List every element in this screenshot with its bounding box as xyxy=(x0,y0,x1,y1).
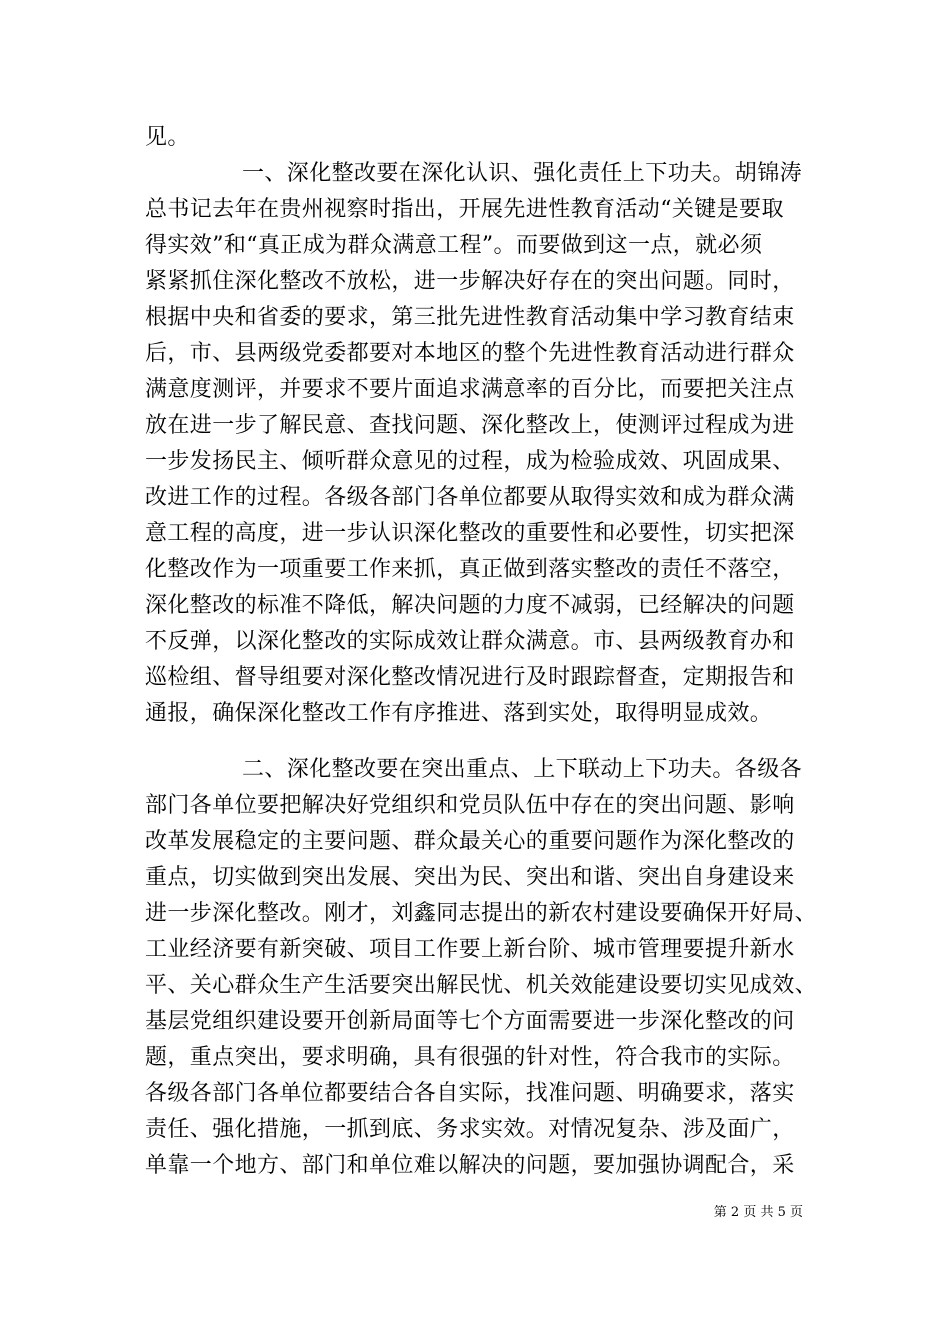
text-line-20: 改革发展稳定的主要问题、群众最关心的重要问题作为深化整改的 xyxy=(145,829,795,854)
text-line-13: 化整改作为一项重要工作来抓，真正做到落实整改的责任不落空， xyxy=(145,557,795,582)
text-line-27: 各级各部门各单位都要结合各自实际，找准问题、明确要求，落实 xyxy=(145,1081,795,1106)
text-line-2: 一、深化整改要在深化认识、强化责任上下功夫。胡锦涛 xyxy=(242,161,803,186)
text-line-6: 根据中央和省委的要求，第三批先进性教育活动集中学习教育结束 xyxy=(145,305,795,330)
text-line-29: 单靠一个地方、部门和单位难以解决的问题，要加强协调配合，采 xyxy=(145,1153,795,1178)
text-line-8: 满意度测评，并要求不要片面追求满意率的百分比，而要把关注点 xyxy=(145,377,795,402)
text-line-10: 一步发扬民主、倾听群众意见的过程，成为检验成效、巩固成果、 xyxy=(145,449,795,474)
text-line-19: 部门各单位要把解决好党组织和党员队伍中存在的突出问题、影响 xyxy=(145,793,795,818)
text-line-23: 工业经济要有新突破、项目工作要上新台阶、城市管理要提升新水 xyxy=(145,937,795,962)
text-line-12: 意工程的高度，进一步认识深化整改的重要性和必要性，切实把深 xyxy=(145,521,795,546)
text-line-24: 平、关心群众生产生活要突出解民忧、机关效能建设要切实见成效、 xyxy=(145,973,818,998)
text-line-11: 改进工作的过程。各级各部门各单位都要从取得实效和成为群众满 xyxy=(145,485,795,510)
text-line-4: 得实效”和“真正成为群众满意工程”。而要做到这一点，就必须 xyxy=(145,233,763,258)
text-line-21: 重点，切实做到突出发展、突出为民、突出和谐、突出自身建设来 xyxy=(145,865,795,890)
text-line-5: 紧紧抓住深化整改不放松，进一步解决好存在的突出问题。同时， xyxy=(145,269,795,294)
text-line-16: 巡检组、督导组要对深化整改情况进行及时跟踪督查，定期报告和 xyxy=(145,665,795,690)
text-line-3: 总书记去年在贵州视察时指出，开展先进性教育活动“关键是要取 xyxy=(145,197,784,222)
text-line-22: 进一步深化整改。刚才，刘鑫同志提出的新农村建设要确保开好局、 xyxy=(145,901,818,926)
page-number-footer: 第 2 页 共 5 页 xyxy=(713,1205,803,1220)
text-line-25: 基层党组织建设要开创新局面等七个方面需要进一步深化整改的问 xyxy=(145,1009,795,1034)
text-line-9: 放在进一步了解民意、查找问题、深化整改上，使测评过程成为进 xyxy=(145,413,795,438)
text-line-17: 通报，确保深化整改工作有序推进、落到实处，取得明显成效。 xyxy=(145,701,773,726)
text-line-1: 见。 xyxy=(145,125,190,150)
text-line-15: 不反弹，以深化整改的实际成效让群众满意。市、县两级教育办和 xyxy=(145,629,795,654)
text-line-28: 责任、强化措施，一抓到底、务求实效。对情况复杂、涉及面广， xyxy=(145,1117,795,1142)
text-line-14: 深化整改的标准不降低，解决问题的力度不减弱，已经解决的问题 xyxy=(145,593,795,618)
text-line-7: 后，市、县两级党委都要对本地区的整个先进性教育活动进行群众 xyxy=(145,341,795,366)
text-line-26: 题，重点突出，要求明确，具有很强的针对性，符合我市的实际。 xyxy=(145,1045,795,1070)
text-line-18: 二、深化整改要在突出重点、上下联动上下功夫。各级各 xyxy=(242,757,803,782)
